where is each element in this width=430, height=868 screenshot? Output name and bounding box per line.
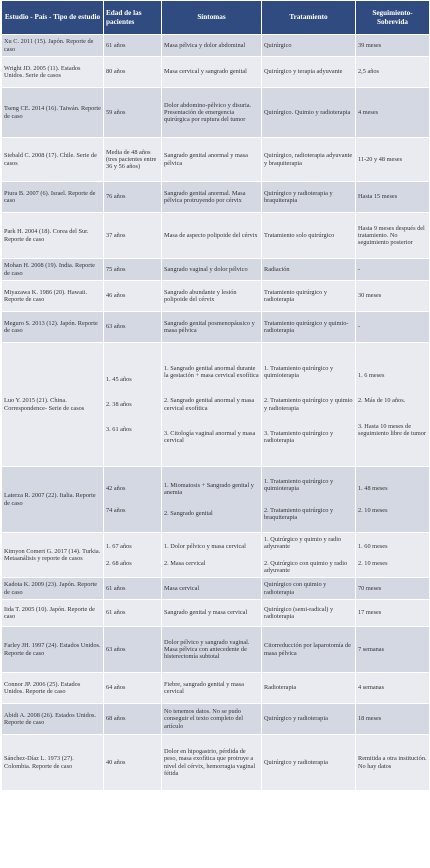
cell-symptoms: Sangrado genital anormal y masa pélvica: [162, 138, 262, 182]
cell-entry: 3. Hasta 10 meses de seguimiento libre de tumor: [358, 422, 427, 437]
cell-followup: 17 meses: [356, 600, 430, 627]
table-row: [2, 182, 430, 213]
cell-entry: 2. Sangrado genital anormal y masa cervical exofítica: [164, 397, 255, 412]
table-row: [2, 343, 430, 467]
cell-entry: 1. Tratamiento quirúrgico y quimioterapia: [264, 477, 334, 493]
cell-followup: -: [356, 259, 430, 281]
cell-age: 40 años: [104, 735, 162, 791]
cell-age: 61 años: [104, 600, 162, 627]
cell-treatment: Citorreducción por laparotomía de masa pélvica: [262, 627, 356, 673]
cell-entry: 1. Dolor pélvico y masa cervical: [164, 543, 246, 551]
cell-symptoms: Masa cervical y sangrado genital: [162, 57, 262, 88]
cell-entry: 2. Masa cervical: [164, 559, 206, 567]
cell-symptoms: No tenemos datos. No se pudo conseguir el texto completo del artículo: [162, 704, 262, 735]
cell-treatment: Tratamiento quirúrgico y radioterapia: [262, 281, 356, 312]
cell-followup: [356, 533, 430, 578]
cell-age: 68 años: [104, 704, 162, 735]
cell-followup: [356, 467, 430, 533]
cell-treatment: Quirúrgico y radioterapia: [262, 735, 356, 791]
table-body: [2, 35, 430, 791]
cell-entry: 2. Tratamiento quirúrgico y braquiterapia: [264, 506, 334, 521]
cell-symptoms: Dolor abdomino-pélvico y disuria. Presentación de emergencia quirúrgica por ruptura del tumor: [162, 88, 262, 138]
header-followup: Seguimiento-Sobrevida: [356, 1, 430, 35]
cell-entry: 2. Tratamiento quirúrgico y quimio y radioterapia: [264, 397, 353, 412]
table-row: [2, 533, 430, 578]
cell-entry: 74 años: [106, 506, 126, 514]
cell-study: Tseng CE. 2014 (16). Taiwán. Reporte de caso: [2, 88, 104, 138]
cell-study: Luo Y. 2015 (21). China. Correspondence- Serie de casos: [2, 343, 104, 467]
cell-study: Laterza R. 2007 (22). Italia. Reporte de caso: [2, 467, 104, 533]
cell-symptoms: Sangrado abundante y lesión polipoide del cérvix: [162, 281, 262, 312]
cell-treatment: Radioterapia: [262, 673, 356, 704]
cell-treatment: [262, 343, 356, 467]
cell-entry: 1. 67 años: [106, 543, 132, 551]
studies-table: [1, 0, 430, 791]
table-row: [2, 673, 430, 704]
cell-entry: 1. 48 meses: [358, 485, 388, 493]
cell-entry: 2. Más de 10 años.: [358, 397, 406, 405]
cell-treatment: Quirúrgico con quimio y radioterapia: [262, 578, 356, 600]
cell-age: 64 años: [104, 673, 162, 704]
cell-age: [104, 343, 162, 467]
table-row: [2, 704, 430, 735]
cell-age: 63 años: [104, 627, 162, 673]
cell-study: Park H. 2004 (18). Corea del Sur. Reporte de caso: [2, 213, 104, 259]
cell-symptoms: Sangrado genital anormal. Masa pélvica protruyendo por cérvix: [162, 182, 262, 213]
cell-followup: 4 semanas: [356, 673, 430, 704]
table-row: [2, 600, 430, 627]
cell-entry: 1. 6 meses: [358, 371, 385, 379]
cell-age: Media de 48 años (tres pacientes entre 36 y 56 años): [104, 138, 162, 182]
table-row: [2, 735, 430, 791]
cell-age: 37 años: [104, 213, 162, 259]
cell-entry: 2. Quirúrgico con quimio y radio adyuvante: [264, 559, 348, 574]
table-row: [2, 138, 430, 182]
cell-treatment: [262, 467, 356, 533]
cell-entry: 2. Sangrado genital: [164, 510, 213, 518]
cell-followup: 39 meses: [356, 35, 430, 57]
cell-symptoms: Dolor pélvico y sangrado vaginal. Masa pélvica con antecedente de histerectomía subtotal: [162, 627, 262, 673]
cell-study: Abidi A. 2008 (26). Estados Unidos. Reporte de caso: [2, 704, 104, 735]
cell-symptoms: Masa cervical: [162, 578, 262, 600]
cell-study: Mohan H. 2008 (19). India. Reporte de caso: [2, 259, 104, 281]
cell-entry: 2. 10 meses: [358, 506, 388, 514]
cell-followup: 4 meses: [356, 88, 430, 138]
cell-study: Sánchez-Díaz L. 1973 (27). Colombia. Reporte de caso: [2, 735, 104, 791]
cell-entry: 2. 10 meses: [358, 559, 388, 567]
cell-followup: -: [356, 312, 430, 343]
cell-study: Xu C. 2011 (15). Japón. Reporte de caso: [2, 35, 104, 57]
cell-age: 61 años: [104, 578, 162, 600]
cell-entry: 1. Tratamiento quirúrgico y quimioterapia: [264, 364, 334, 379]
cell-study: Farley JH. 1997 (24). Estados Unidos. Reporte de caso: [2, 627, 104, 673]
cell-symptoms: Sangrado genital posmenopáusico y masa pélvica: [162, 312, 262, 343]
cell-entry: 2. 68 años: [106, 559, 132, 567]
cell-age: [104, 533, 162, 578]
cell-symptoms: Sangrado genital y masa cervical: [162, 600, 262, 627]
cell-symptoms: Fiebre, sangrado genital y masa cervical: [162, 673, 262, 704]
header-symptoms: Síntomas: [162, 1, 262, 35]
cell-entry: 3. Citología vaginal anormal y masa cervical: [164, 429, 256, 445]
cell-study: Kimyon Comert G. 2017 (14). Turkia. Metaanálisis y reporte de casos: [2, 533, 104, 578]
header-study: Estudio - País - Tipo de estudio: [2, 1, 104, 35]
cell-treatment: Radiación: [262, 259, 356, 281]
cell-study: Siebald C. 2008 (17). Chile. Serie de casos: [2, 138, 104, 182]
cell-study: Meguro S. 2013 (12). Japón. Reporte de caso: [2, 312, 104, 343]
cell-treatment: Quirúrgico (semi-radical) y radioterapia: [262, 600, 356, 627]
cell-age: 76 años: [104, 182, 162, 213]
cell-treatment: Tratamiento solo quirúrgico: [262, 213, 356, 259]
table-row: [2, 57, 430, 88]
cell-treatment: Tratamiento quirúrgico y quimio-radioterapia: [262, 312, 356, 343]
cell-entry: 1. 60 meses: [358, 543, 388, 551]
cell-followup: 30 meses: [356, 281, 430, 312]
cell-study: Iida T. 2005 (10). Japón. Reporte de caso: [2, 600, 104, 627]
table-row: [2, 578, 430, 600]
cell-study: Piura B. 2007 (6). Israel. Reporte de caso: [2, 182, 104, 213]
table-row: [2, 259, 430, 281]
cell-treatment: [262, 533, 356, 578]
cell-followup: Remitida a otra institución. No hay datos: [356, 735, 430, 791]
cell-age: 63 años: [104, 312, 162, 343]
cell-symptoms: [162, 343, 262, 467]
cell-treatment: Quirúrgico. Quimio y radioterapia: [262, 88, 356, 138]
table-row: [2, 627, 430, 673]
cell-followup: 7 semanas: [356, 627, 430, 673]
cell-study: Kadota K. 2009 (23). Japón. Reporte de caso: [2, 578, 104, 600]
cell-age: 59 años: [104, 88, 162, 138]
header-treatment: Tratamiento: [262, 1, 356, 35]
table-row: [2, 88, 430, 138]
cell-symptoms: Dolor en hipogastrio, pérdida de peso, masa exofítica que protruye a nivel del cérvix, hemorragia vaginal fétida: [162, 735, 262, 791]
cell-age: 61 años: [104, 35, 162, 57]
cell-study: Connor JP. 2006 (25). Estados Unidos. Reporte de caso: [2, 673, 104, 704]
cell-entry: 2. 38 años: [106, 400, 132, 408]
cell-followup: 2,5 años: [356, 57, 430, 88]
cell-entry: 1. Miomatosis + Sangrado genital y anemia: [164, 481, 254, 496]
cell-followup: Hasta 15 meses: [356, 182, 430, 213]
cell-age: 75 años: [104, 259, 162, 281]
cell-entry: 42 años: [106, 485, 126, 493]
cell-age: 46 años: [104, 281, 162, 312]
cell-age: [104, 467, 162, 533]
cell-treatment: Quirúrgico y radioterapia: [262, 704, 356, 735]
cell-entry: 1. Quirúrgico y quimio y radio adyuvante: [264, 535, 342, 551]
cell-entry: 1. Sangrado genital anormal durante la gestación + masa cervical exofítica: [164, 364, 259, 379]
table-row: [2, 467, 430, 533]
table-header-row: [2, 1, 430, 35]
cell-treatment: Quirúrgico y radioterapia y braquiterapia: [262, 182, 356, 213]
header-age: Edad de las pacientes: [104, 1, 162, 35]
cell-symptoms: Masa pélvica y dolor abdominal: [162, 35, 262, 57]
cell-symptoms: [162, 533, 262, 578]
cell-followup: 18 meses: [356, 704, 430, 735]
table-row: [2, 312, 430, 343]
cell-symptoms: [162, 467, 262, 533]
cell-followup: 70 meses: [356, 578, 430, 600]
cell-followup: 11-20 y 48 meses: [356, 138, 430, 182]
cell-age: 80 años: [104, 57, 162, 88]
cell-study: Miyazawa K. 1986 (20). Hawaii. Reporte de caso: [2, 281, 104, 312]
cell-entry: 1. 45 años: [106, 375, 132, 383]
cell-treatment: Quirúrgico y terapia adyuvante: [262, 57, 356, 88]
table-row: [2, 35, 430, 57]
cell-entry: 3. 61 años: [106, 426, 132, 434]
cell-study: Wright JD. 2005 (11). Estados Unidos. Serie de casos: [2, 57, 104, 88]
cell-followup: [356, 343, 430, 467]
cell-treatment: Quirúrgico, radioterapia adyuvante y braquiterapia: [262, 138, 356, 182]
table-row: [2, 281, 430, 312]
cell-symptoms: Masa de aspecto polipoide del cérvix: [162, 213, 262, 259]
table-row: [2, 213, 430, 259]
cell-followup: Hasta 9 meses después del tratamiento. No seguimiento posterior: [356, 213, 430, 259]
cell-entry: 3. Tratamiento quirúrgico y radioterapia: [264, 429, 334, 445]
cell-treatment: Quirúrgico: [262, 35, 356, 57]
cell-symptoms: Sangrado vaginal y dolor pélvico: [162, 259, 262, 281]
